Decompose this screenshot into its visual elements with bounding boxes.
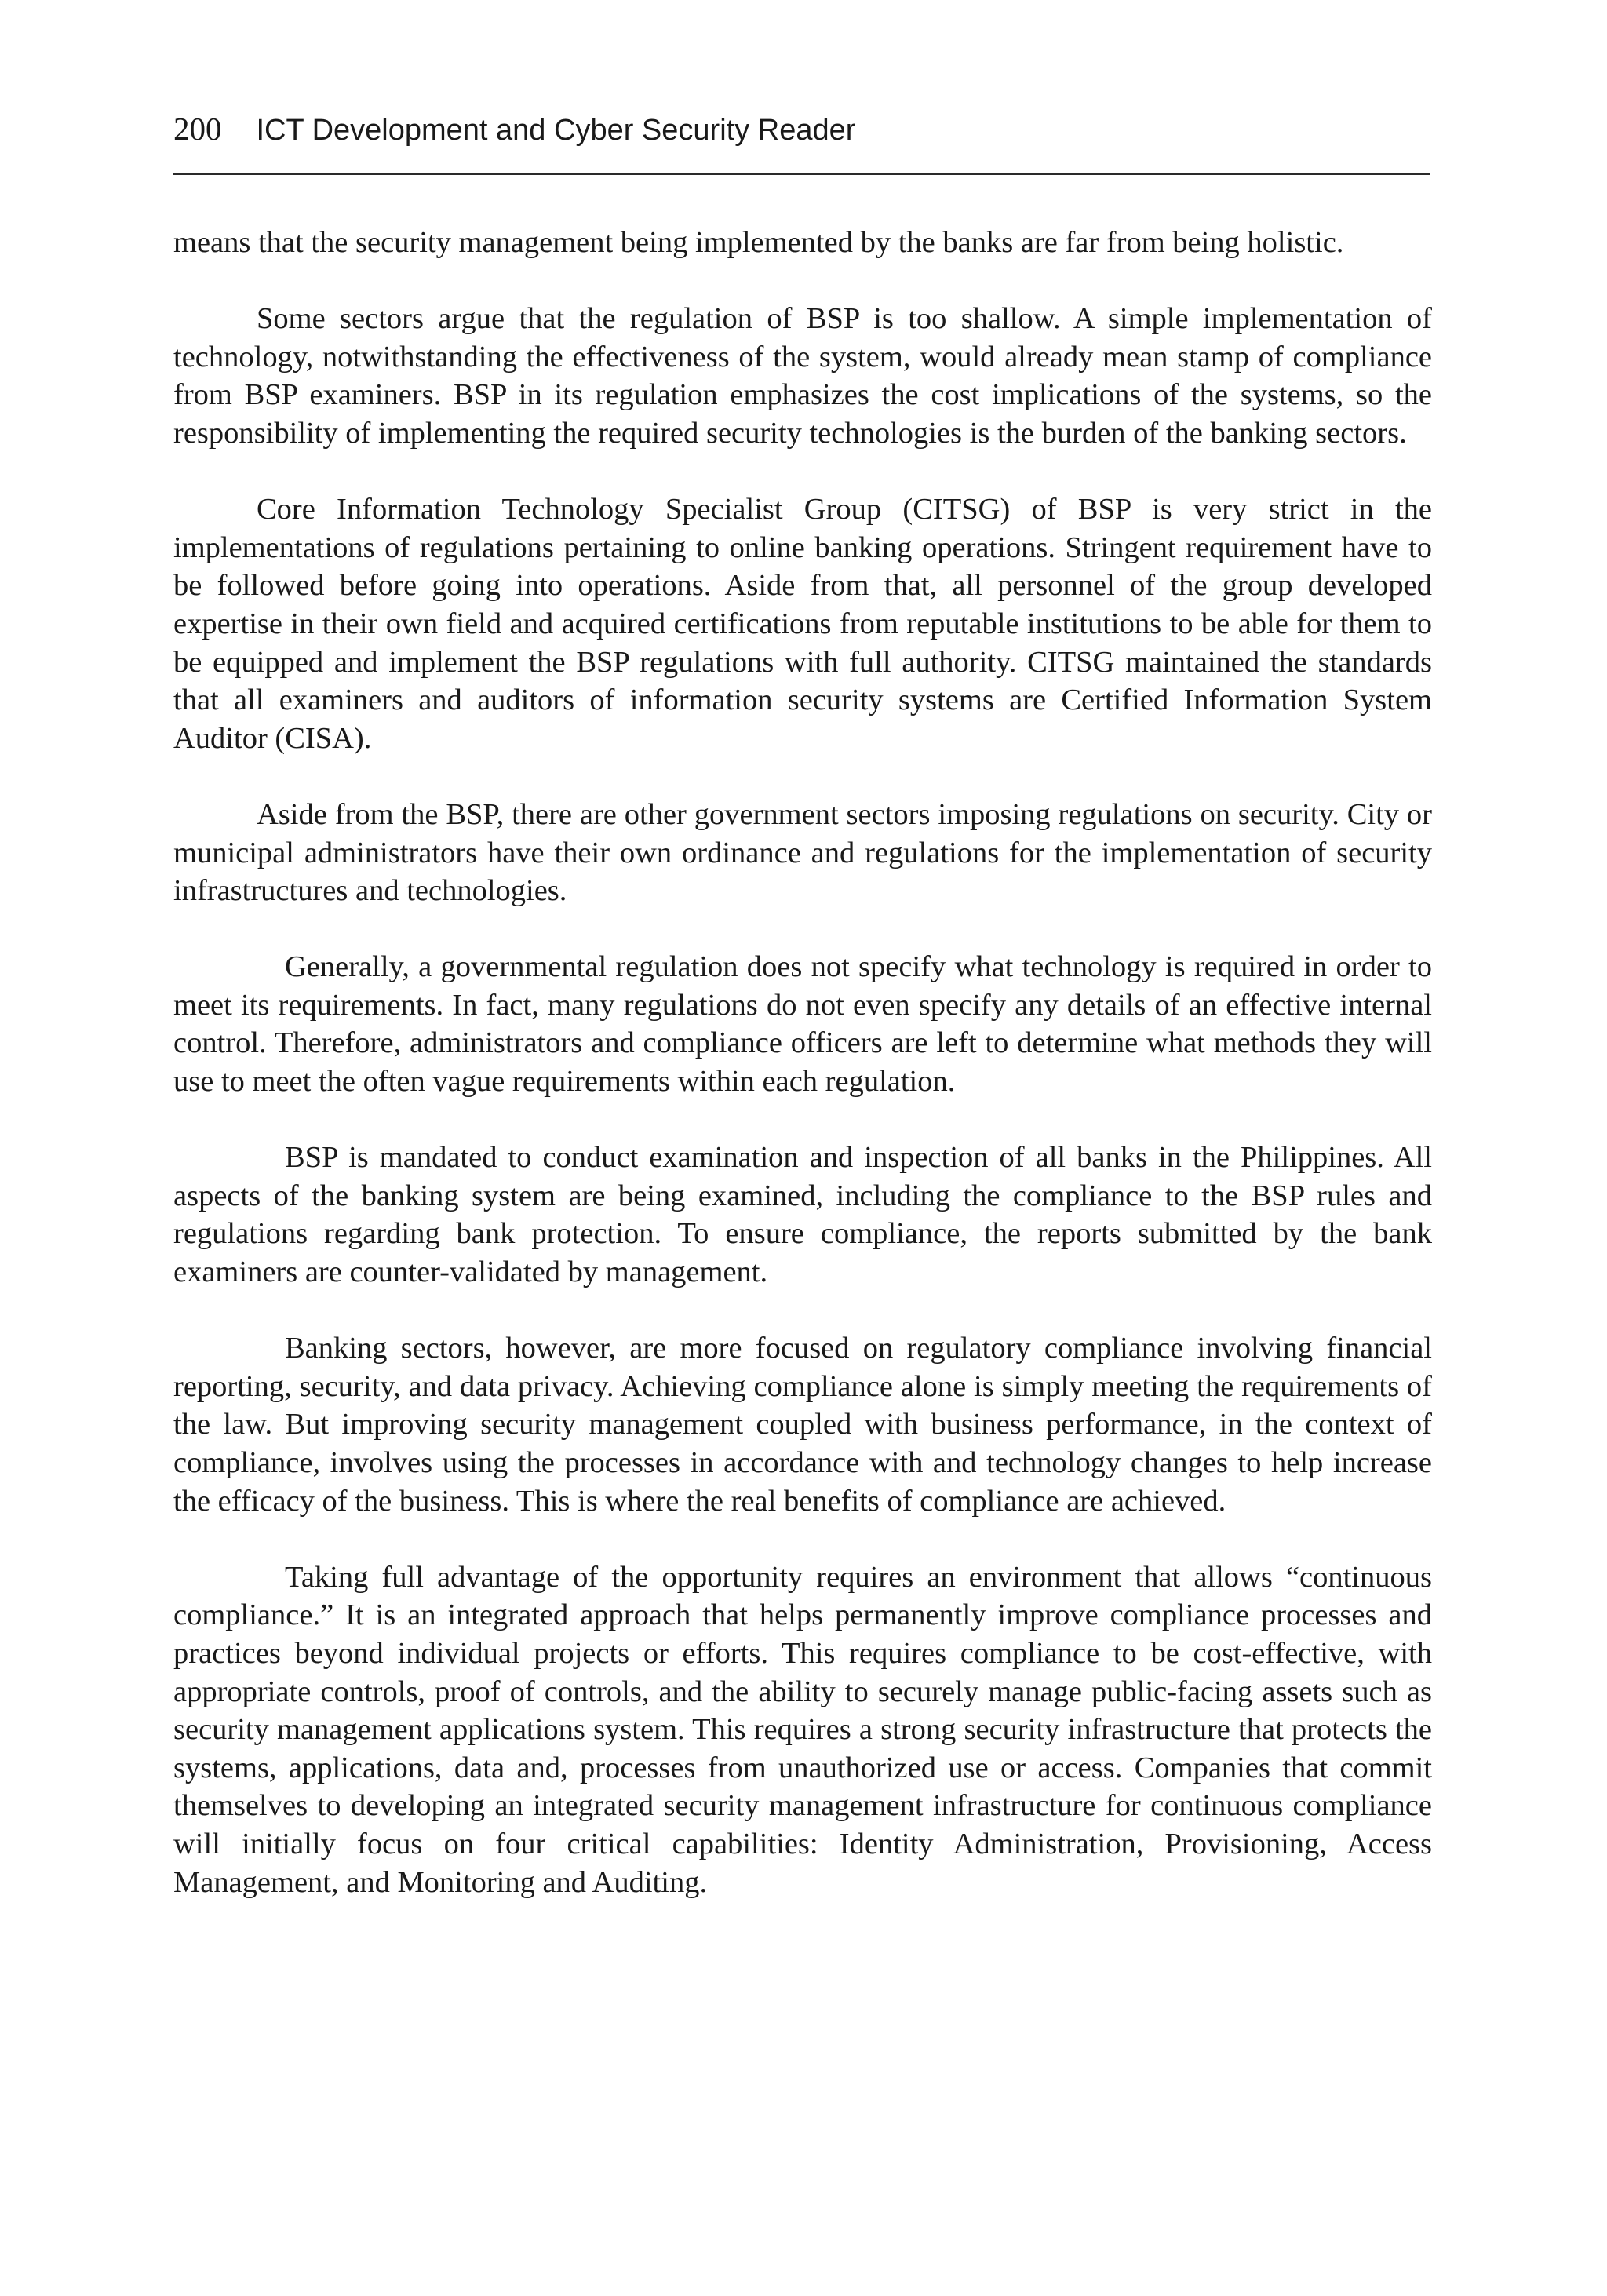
paragraph: Taking full advantage of the opportunity requires an environment that allows “continuous compliance.” It is an integrated approach that helps permanently improve compliance processes and practices beyond individual projects or efforts. This requires compliance to be cost-effective, with appropriate controls, proof of controls, and the ability to securely manage public-facing assets such as security management applications system. This requires a strong security infrastructure that protects the systems, applications, data and, processes from unauthorized use or access. Companies that commit themselves to developing an integrated security management infrastructure for continuous compliance will initially focus on four critical capabilities: Identity Administration, Provisioning, Access Management, and Monitoring and Auditing. xyxy=(173,1560,1432,1899)
page-number: 200 xyxy=(173,111,222,147)
paragraph-continued: means that the security management being implemented by the banks are far from being holistic. xyxy=(173,226,1344,259)
paragraph: Aside from the BSP, there are other government sectors imposing regulations on security. City or municipal administrators have their own ordinance and regulations for the implementation of security infrastructures and technologies. xyxy=(173,797,1432,908)
body-text xyxy=(173,224,1432,1940)
paragraph: Generally, a governmental regulation does not specify what technology is required in order to meet its requirements. In fact, many regulations do not even specify any details of an effective internal control. Therefore, administrators and compliance officers are left to determine what methods they will use to meet the often vague requirements within each regulation. xyxy=(173,950,1432,1099)
header-divider xyxy=(173,173,1430,175)
paragraph: Banking sectors, however, are more focused on regulatory compliance involving financial reporting, security, and data privacy. Achieving compliance alone is simply meeting the requirements of the law. But improving security management coupled with business performance, in the context of compliance, involves using the processes in accordance with and technology changes to help increase the efficacy of the business. This is where the real benefits of compliance are achieved. xyxy=(173,1332,1432,1518)
paragraph: Some sectors argue that the regulation of BSP is too shallow. A simple implementation of technology, notwithstanding the effectiveness of the system, would already mean stamp of compliance from BSP examiners. BSP in its regulation emphasizes the cost implications of the systems, so the responsibility of implementing the required security technologies is the burden of the banking sectors. xyxy=(173,302,1432,450)
book-title: ICT Development and Cyber Security Reader xyxy=(256,114,856,147)
paragraph: BSP is mandated to conduct examination and inspection of all banks in the Philippines. All aspects of the banking system are being examined, including the compliance to the BSP rules and regulations regarding bank protection. To ensure compliance, the reports submitted by the bank examiners are counter-validated by management. xyxy=(173,1141,1432,1289)
paragraph: Core Information Technology Specialist Group (CITSG) of BSP is very strict in the implementations of regulations pertaining to online banking operations. Stringent requirement have to be followed before going into operations. Aside from that, all personnel of the group developed expertise in their own field and acquired certifications from reputable institutions to be able for them to be equipped and implement the BSP regulations with full authority. CITSG maintained the standards that all examiners and auditors of information security systems are Certified Information System Auditor (CISA). xyxy=(173,493,1432,755)
running-header xyxy=(173,110,1430,157)
